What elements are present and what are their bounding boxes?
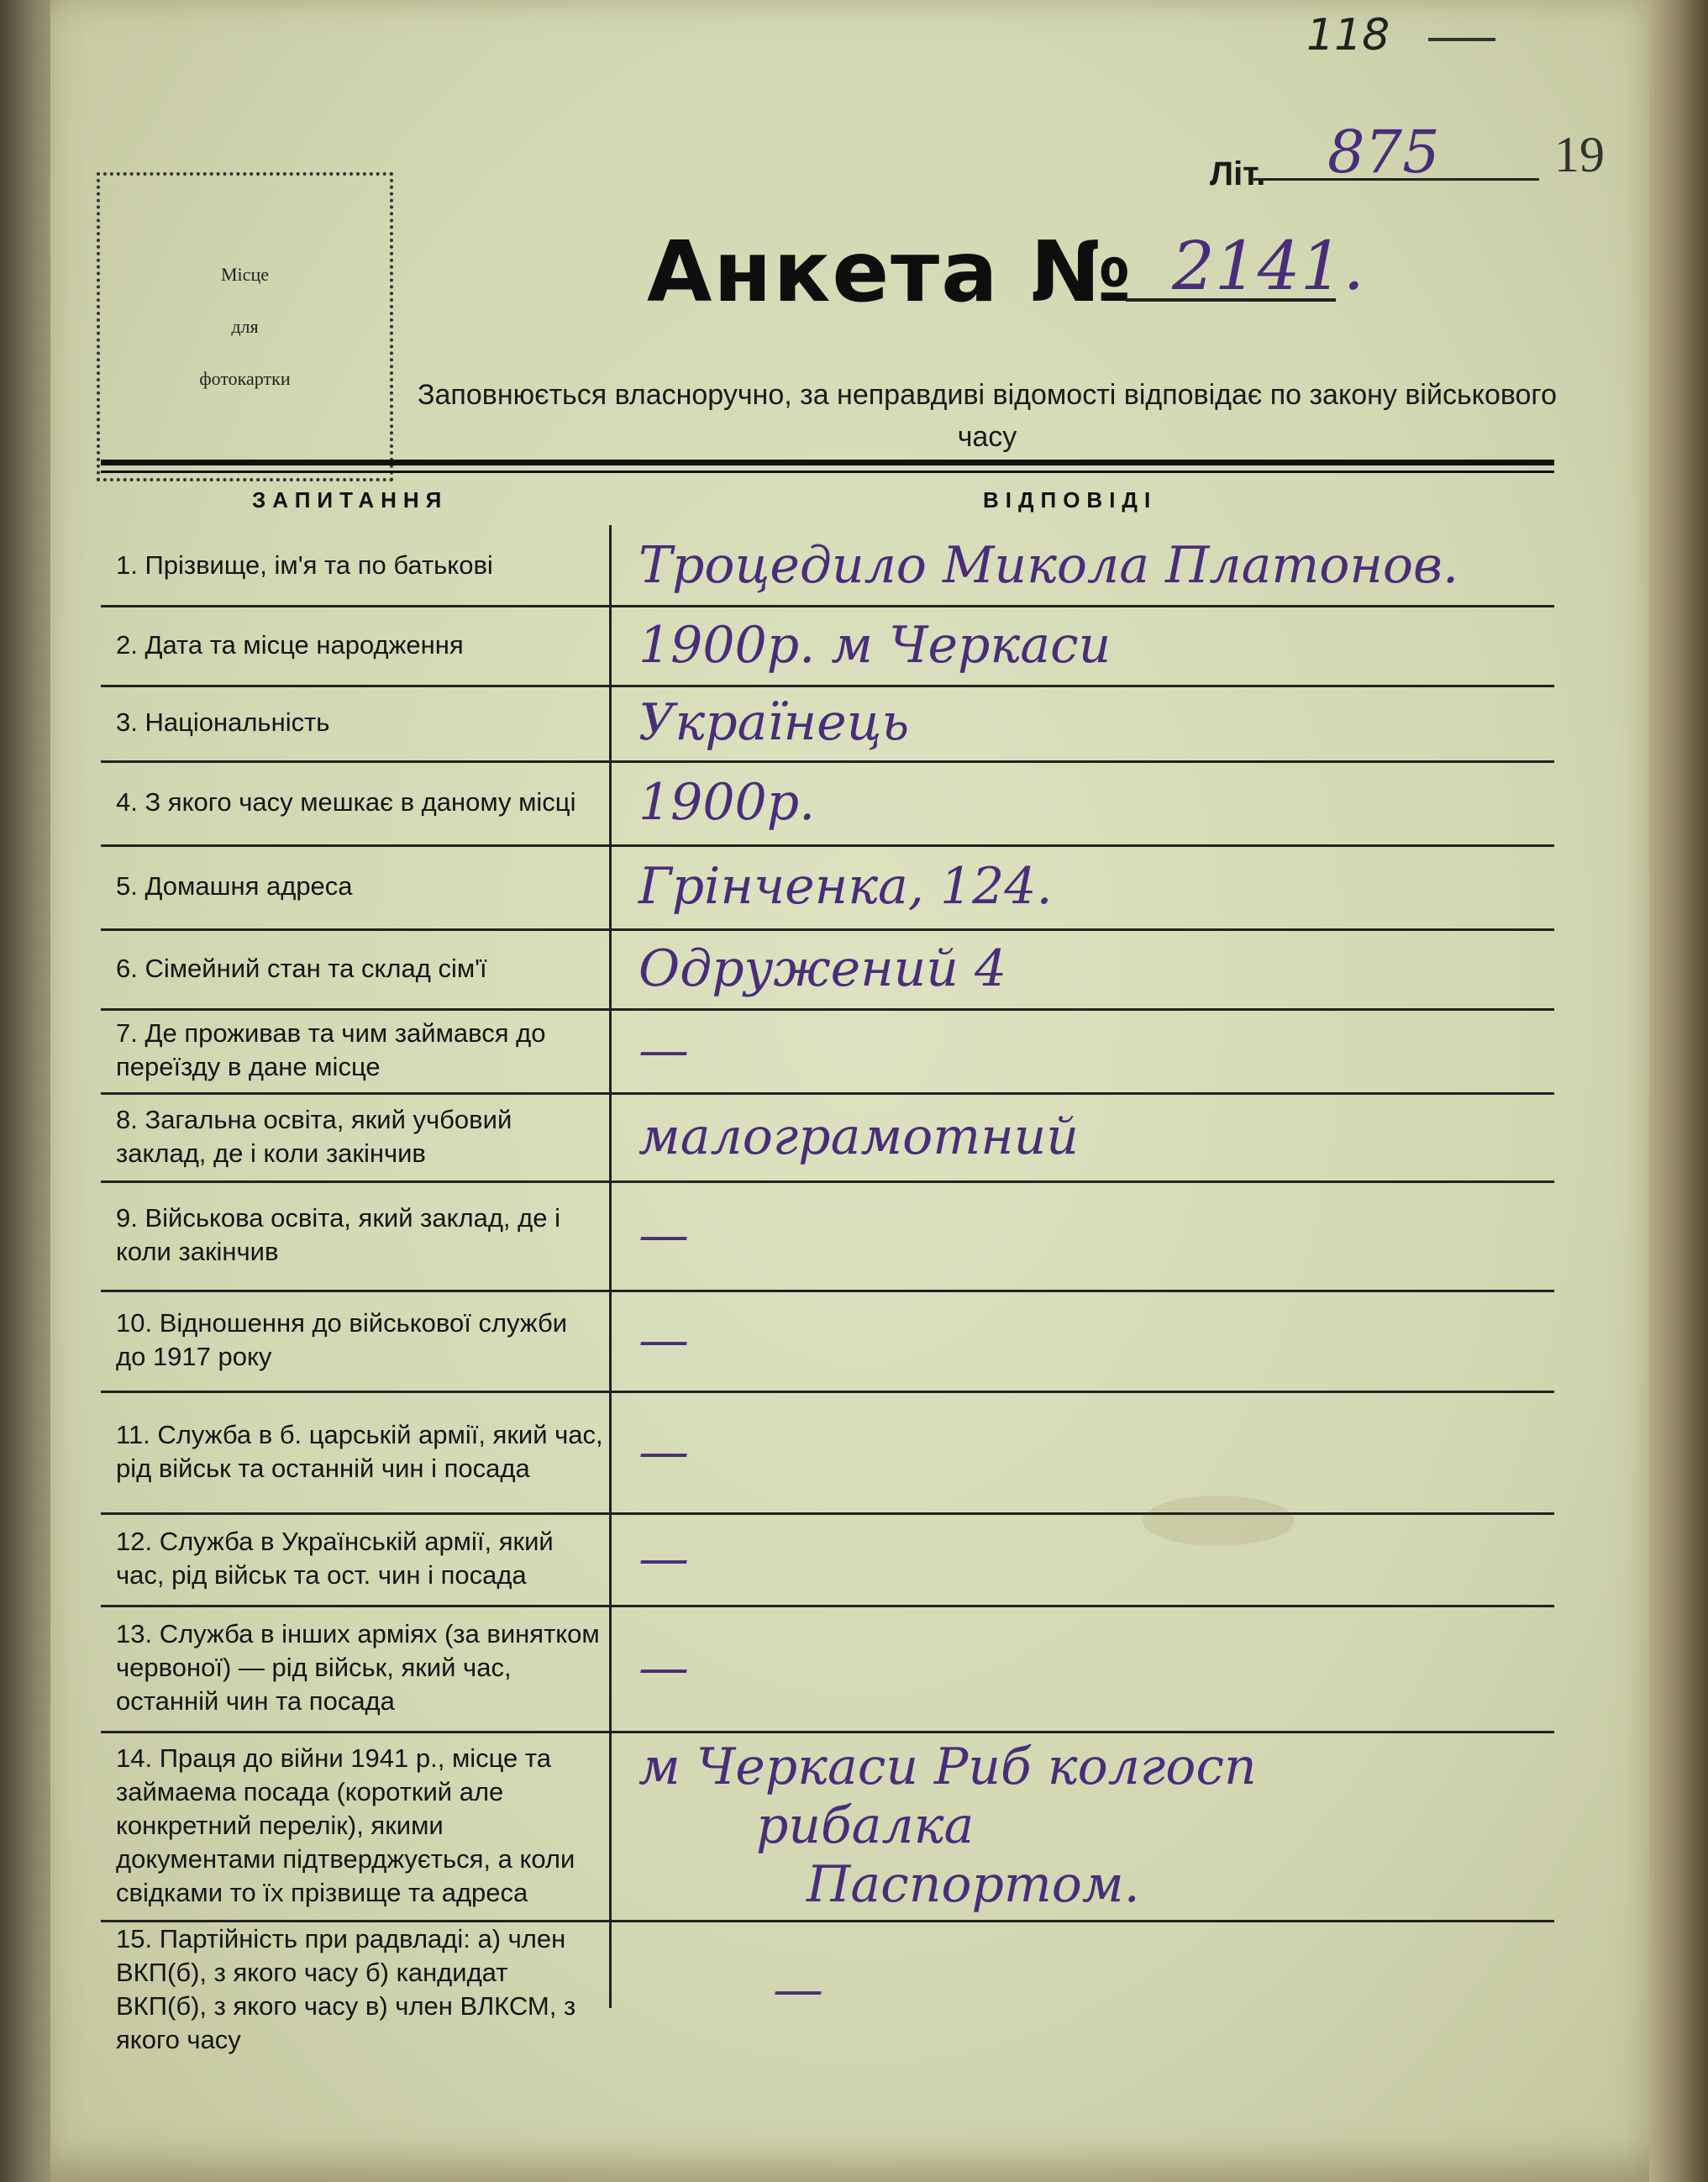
corner-dash — [1428, 38, 1495, 41]
answer-10: — — [639, 1311, 689, 1370]
answer-1: Троцедило Микола Платонов. — [639, 535, 1459, 595]
lit-year-suffix: 19 — [1554, 127, 1605, 182]
question-8: 8. Загальна освіта, який учбовий заклад, де і коли закінчив — [116, 1104, 512, 1168]
question-9: 9. Військова освіта, який заклад, де і коли закінчив — [116, 1203, 560, 1266]
answer-5: Грінченка, 124. — [639, 857, 1053, 916]
answer-12: — — [639, 1529, 689, 1588]
header-rule-thin — [101, 471, 1554, 473]
answer-14 — [639, 1731, 1546, 1927]
photo-label-2: для — [231, 316, 259, 337]
form-number: 2141. — [1172, 227, 1365, 305]
table-row — [101, 1180, 1554, 1292]
answer-14-line-1: м Черкаси Риб колгосп — [639, 1738, 1257, 1796]
lit-value: 875 — [1327, 118, 1440, 187]
photo-label-3: фотокартки — [199, 368, 291, 389]
table-row — [101, 1008, 1554, 1095]
table-row — [101, 1391, 1554, 1515]
lit-label: Літ. — [1210, 155, 1266, 192]
question-7: 7. Де проживав та чим займався до переїзду в дане місце — [116, 1018, 546, 1081]
table-row — [101, 760, 1554, 847]
question-14: 14. Праця до війни 1941 р., місце та займаема посада (короткий але конкретний перелік), якими документами підтверджується, а коли свідками то їх прізвище та адреса — [116, 1743, 575, 1907]
answer-2: 1900р. м Черкаси — [639, 615, 1112, 675]
answer-14-line-2: рибалка — [756, 1796, 975, 1855]
table-row — [101, 1920, 1554, 2058]
form-title: Анкета № — [647, 223, 1133, 321]
answer-11: — — [639, 1422, 689, 1481]
table-row — [101, 1092, 1554, 1183]
question-3: 3. Національність — [116, 707, 330, 737]
question-2: 2. Дата та місце народження — [116, 629, 464, 660]
header-rule-thick — [101, 460, 1554, 465]
column-header-questions: ЗАПИТАННЯ — [252, 487, 449, 513]
table-row — [101, 844, 1554, 931]
table-row — [101, 605, 1554, 687]
question-12: 12. Служба в Українській армії, який час, рід військ та ост. чин і посада — [116, 1527, 554, 1590]
answer-9: — — [639, 1206, 689, 1265]
page-edge — [1649, 0, 1708, 2182]
answer-6: Одружений 4 — [639, 939, 1007, 998]
table-row — [101, 1290, 1554, 1393]
table-row — [101, 1731, 1554, 1922]
question-4: 4. З якого часу мешкає в даному місці — [116, 787, 576, 817]
page-number: 118 — [1306, 10, 1390, 60]
photo-label-1: Місце — [221, 264, 269, 285]
form-subtitle: Заповнюється власноручно, за неправдиві відомості відповідає по закону військового часу — [417, 379, 1557, 453]
table-row — [101, 1605, 1554, 1733]
answer-13: — — [639, 1638, 689, 1697]
question-13: 13. Служба в інших арміях (за винятком червоної) — рід військ, який час, останній чин та посада — [116, 1619, 600, 1716]
table-row — [101, 525, 1554, 607]
question-1: 1. Прізвище, ім'я та по батькові — [116, 549, 493, 580]
question-5: 5. Домашня адреса — [116, 871, 353, 901]
answer-15: — — [773, 1959, 823, 2019]
question-11: 11. Служба в б. царській армії, який час, рід військ та останній чин і посада — [116, 1419, 603, 1483]
questionnaire-table — [101, 525, 1554, 2054]
answer-7: — — [639, 1021, 689, 1080]
table-row — [101, 1512, 1554, 1607]
question-15: 15. Партійність при радвладі: а) член ВКП(б), з якого часу б) кандидат ВКП(б), з якого часу в) член ВЛКСМ, з якого часу — [116, 1923, 576, 2054]
answer-8: малограмотний — [639, 1107, 1079, 1166]
photo-placeholder — [97, 172, 393, 481]
answer-14-line-3: Паспортом. — [807, 1855, 1140, 1914]
table-row — [101, 928, 1554, 1011]
question-6: 6. Сімейний стан та склад сім'ї — [116, 953, 487, 983]
column-header-answers: ВІДПОВІДІ — [983, 487, 1158, 513]
answer-4: 1900р. — [639, 773, 816, 832]
question-10: 10. Відношення до військової служби до 1917 року — [116, 1308, 568, 1371]
table-row — [101, 685, 1554, 763]
answer-3: Українець — [639, 693, 910, 752]
